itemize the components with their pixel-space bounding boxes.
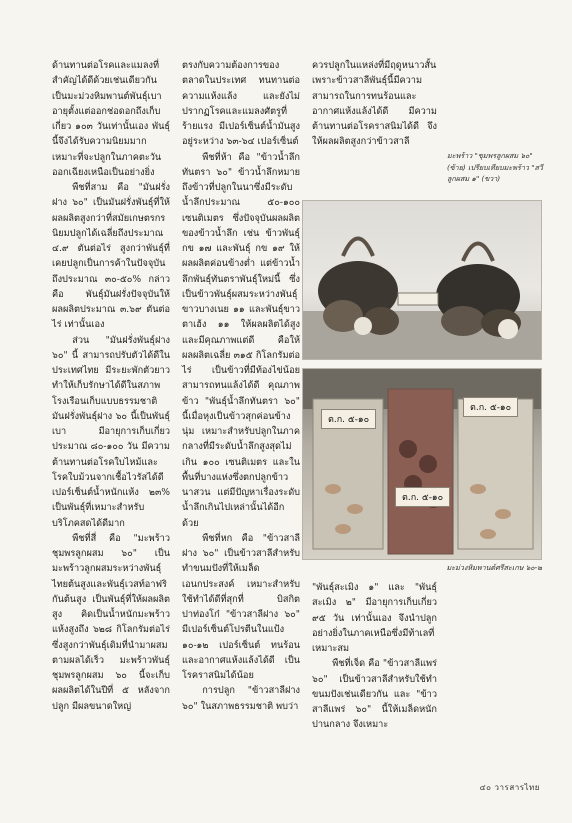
- paragraph: พืชที่สี่ คือ "มะพร้าวชุมพรลูกผสม ๖๐" เป็นมะพร้าวลูกผสมระหว่างพันธุ์ไทยต้นสูงและพันธุ์เวสท์อาฟริกันต้นสูง เป็นพันธุ์ที่ให้ผลผลิตสูง คิดเป็นน้ำหนักมะพร้าวแห้งสูงถึง ๖๒๘ กิโลกรัมต่อไร่ ซึ่งสูงกว่าพันธุ์เดิมที่นำมาผสม ตามผลได้เร็ว มะพร้าวพันธุ์ชุมพรลูกผสม ๖๐ นี้จะเก็บผลผลิตได้ในปีที่ ๕ หลังจากปลูก มีผลขนาดใหญ่: [52, 532, 170, 712]
- paragraph: "พันธุ์สะเมิง ๑" และ "พันธุ์สะเมิง ๒" มีอายุการเก็บเกี่ยว ๙๕ วัน เท่านั้นเอง จึงนำปลูกอย่างยิ่งในภาคเหนือซึ่งมีท้าเลที่เหมาะสม: [312, 582, 437, 654]
- paragraph: พืชที่หก คือ "ข้าวสาลีฝาง ๖๐" เป็นข้าวสาลีสำหรับทำขนมปังที่ให้เมล็ดเอนกประสงค์ เหมาะสำหรับใช้ทำได้ดีที่สุกที่ บิสกิต ปาท่องโก๋ "ข้าวสาลีฝาง ๖๐" มีเปอร์เซ็นต์โปรตีนในแป้ง ๑๐-๑๒ เปอร์เซ็นต์ ทนร้อนและอากาศแห้งแล้งได้ดี เป็นโรคราสนิมได้น้อย: [182, 532, 300, 681]
- coconut-photo-caption: มะพร้าว "ชุมพรลูกผสม ๖๐" (ซ้าย) เปรียบเทียบมะพร้าว "สวีลูกผสม ๑" (ขวา): [447, 151, 543, 183]
- photo-tag: ต.ก. ๕-๑๐: [321, 409, 376, 429]
- cashew-photo: [302, 368, 542, 560]
- text-column-3-bottom: [312, 580, 437, 733]
- page-footer: ๔๐ วารสารไทย: [479, 783, 540, 792]
- paragraph: พืชที่เจ็ด คือ "ข้าวสาลีแพร่ ๖๐" เป็นข้าวสาลีสำหรับใช้ทำขนมปังเช่นเดียวกัน และ "ข้าวสาลีแพร่ ๖๐" นี้ให้เมล็ดหนักปานกลาง จึงเหมาะ: [312, 658, 437, 731]
- paragraph: พืชที่สาม คือ "มันฝรั่งฝาง ๖๐" เป็นมันฝรั่งพันธุ์ที่ให้ผลผลิตสูงกว่าที่สมัยเกษตรกรนิยมปลูกได้เฉลี่ยถึงประมาณ ๔.๙ ตันต่อไร่ สูงกว่าพันธุ์ที่เคยปลูกเป็นการค้าในปัจจุบันถึงประมาณ ๓๐-๕๐% กล่าวคือ พันธุ์มันฝรั่งปัจจุบันให้ผลผลิตประมาณ ๓.๖๙ ตันต่อไร่ เท่านั้นเอง: [52, 182, 170, 331]
- paragraph: ควรปลูกในแหล่งที่มีฤดูหนาวสั้น เพราะข้าวสาลีพันธุ์นี้มีความสามารถในการทนร้อนและอากาศแห้งแล้งได้ดี มีความต้านทานต่อโรคราสนิมได้ดี จึงให้ผลผลิตสูงกว่าข้าวสาลี: [312, 60, 437, 148]
- coconut-illustration: [303, 201, 541, 359]
- paragraph: การปลูก "ข้าวสาลีฝาง ๖๐" ในสภาพธรรมชาติ พบว่า: [182, 685, 300, 712]
- paragraph: ส่วน "มันฝรั่งพันธุ์ฝาง ๖๐" นี้ สามารถปรับตัวได้ดีในประเทศไทย มีระยะพักตัวยาว ทำให้เก็บรักษาได้ดีในสภาพโรงเรือนเก็บแบบธรรมชาติ มันฝรั่งพันธุ์ฝาง ๖๐ นี้เป็นพันธุ์เบา มีอายุการเก็บเกี่ยวประมาณ ๘๐-๑๐๐ วัน มีความต้านทานต่อโรคใบไหม้และโรคใบม้วนจากเชื้อไวรัสได้ดี เปอร์เซ็นต์น้ำหนักแห้ง ๒๓% เป็นพันธุ์ที่เหมาะสำหรับบริโภคสดได้ดีมาก: [52, 334, 170, 529]
- paragraph: ด้านทานต่อโรคและแมลงที่สำคัญได้ดีด้วยเช่นเดียวกัน เป็นมะม่วงหิมพานต์พันธุ์เบาอายุตั้งแต่ออกช่อดอกถึงเก็บเกี่ยว ๑๐๓ วันเท่านั้นเอง พันธุ์นี้จึงได้รับความนิยมมาก เหมาะที่จะปลูกในภาคตะวันออกเฉียงเหนือเป็นอย่างยิ่ง: [52, 60, 170, 178]
- text-column-3-top: [312, 58, 437, 150]
- text-column-2: [182, 58, 300, 714]
- text-column-1: [52, 58, 170, 714]
- paragraph: ตรงกับความต้องการของตลาดในประเทศ ทนทานต่อความแห้งแล้ง และยังไม่ปรากฏโรคและแมลงศัตรูที่ร้ายแรง มีเปอร์เซ็นต์น้ำมันสูง อยู่ระหว่าง ๖๓-๖๔ เปอร์เซ็นต์: [182, 60, 300, 148]
- photo-tag: ต.ก. ๕-๑๐: [463, 397, 518, 417]
- coconut-photo: [302, 200, 542, 360]
- cashew-photo-caption: มะม่วงหิมพานต์ศรีสะเกษ ๖๐-๒: [446, 563, 542, 572]
- paragraph: พืชที่ห้า คือ "ข้าวน้ำลึกทันตรา ๖๐" ข้าวน้ำลึกหมายถึงข้าวที่ปลูกในนาซึ่งมีระดับน้ำลึกประมาณ ๕๐-๑๐๐ เซนติเมตร ซึ่งปัจจุบันผลผลิตของข้าวน้ำลึก เช่น ข้าวพันธุ์ กข ๑๗ และพันธุ์ กข ๑๙ ให้ผลผลิตค่อนข้างต่ำ แต่ข้าวน้ำลึกพันธุ์ทันตราพันธุ์ใหม่นี้ ซึ่งเป็นข้าวพันธุ์ผสมระหว่างพันธุ์ขาวบางเนย ๑๑ และพันธุ์ขาวตาเฮ้ง ๑๑ ให้ผลผลิตได้สูง และมีคุณภาพแต่ดี คือให้ผลผลิตเฉลี่ย ๓๑๕ กิโลกรัมต่อไร่ เป็นข้าวที่มีท้องไข่น้อย สามารถทนแล้งได้ดี คุณภาพข้าว "พันธุ์น้ำลึกทันตรา ๖๐" นี้เมื่อหุงเป็นข้าวสุกค่อนข้างนุ่ม เหมาะสำหรับปลูกในภาคกลางที่มีระดับน้ำลึกสูงสุดไม่เกิน ๑๐๐ เซนติเมตร และในพื้นที่บางแห่งซึ่งตกปลูกข้าวนาสวน แต่มีปัญหาเรื่องระดับน้ำลึกเกินไปเหล่านั้นได้อีกด้วย: [182, 151, 300, 529]
- photo-tag: ต.ก. ๕-๑๐: [395, 487, 450, 507]
